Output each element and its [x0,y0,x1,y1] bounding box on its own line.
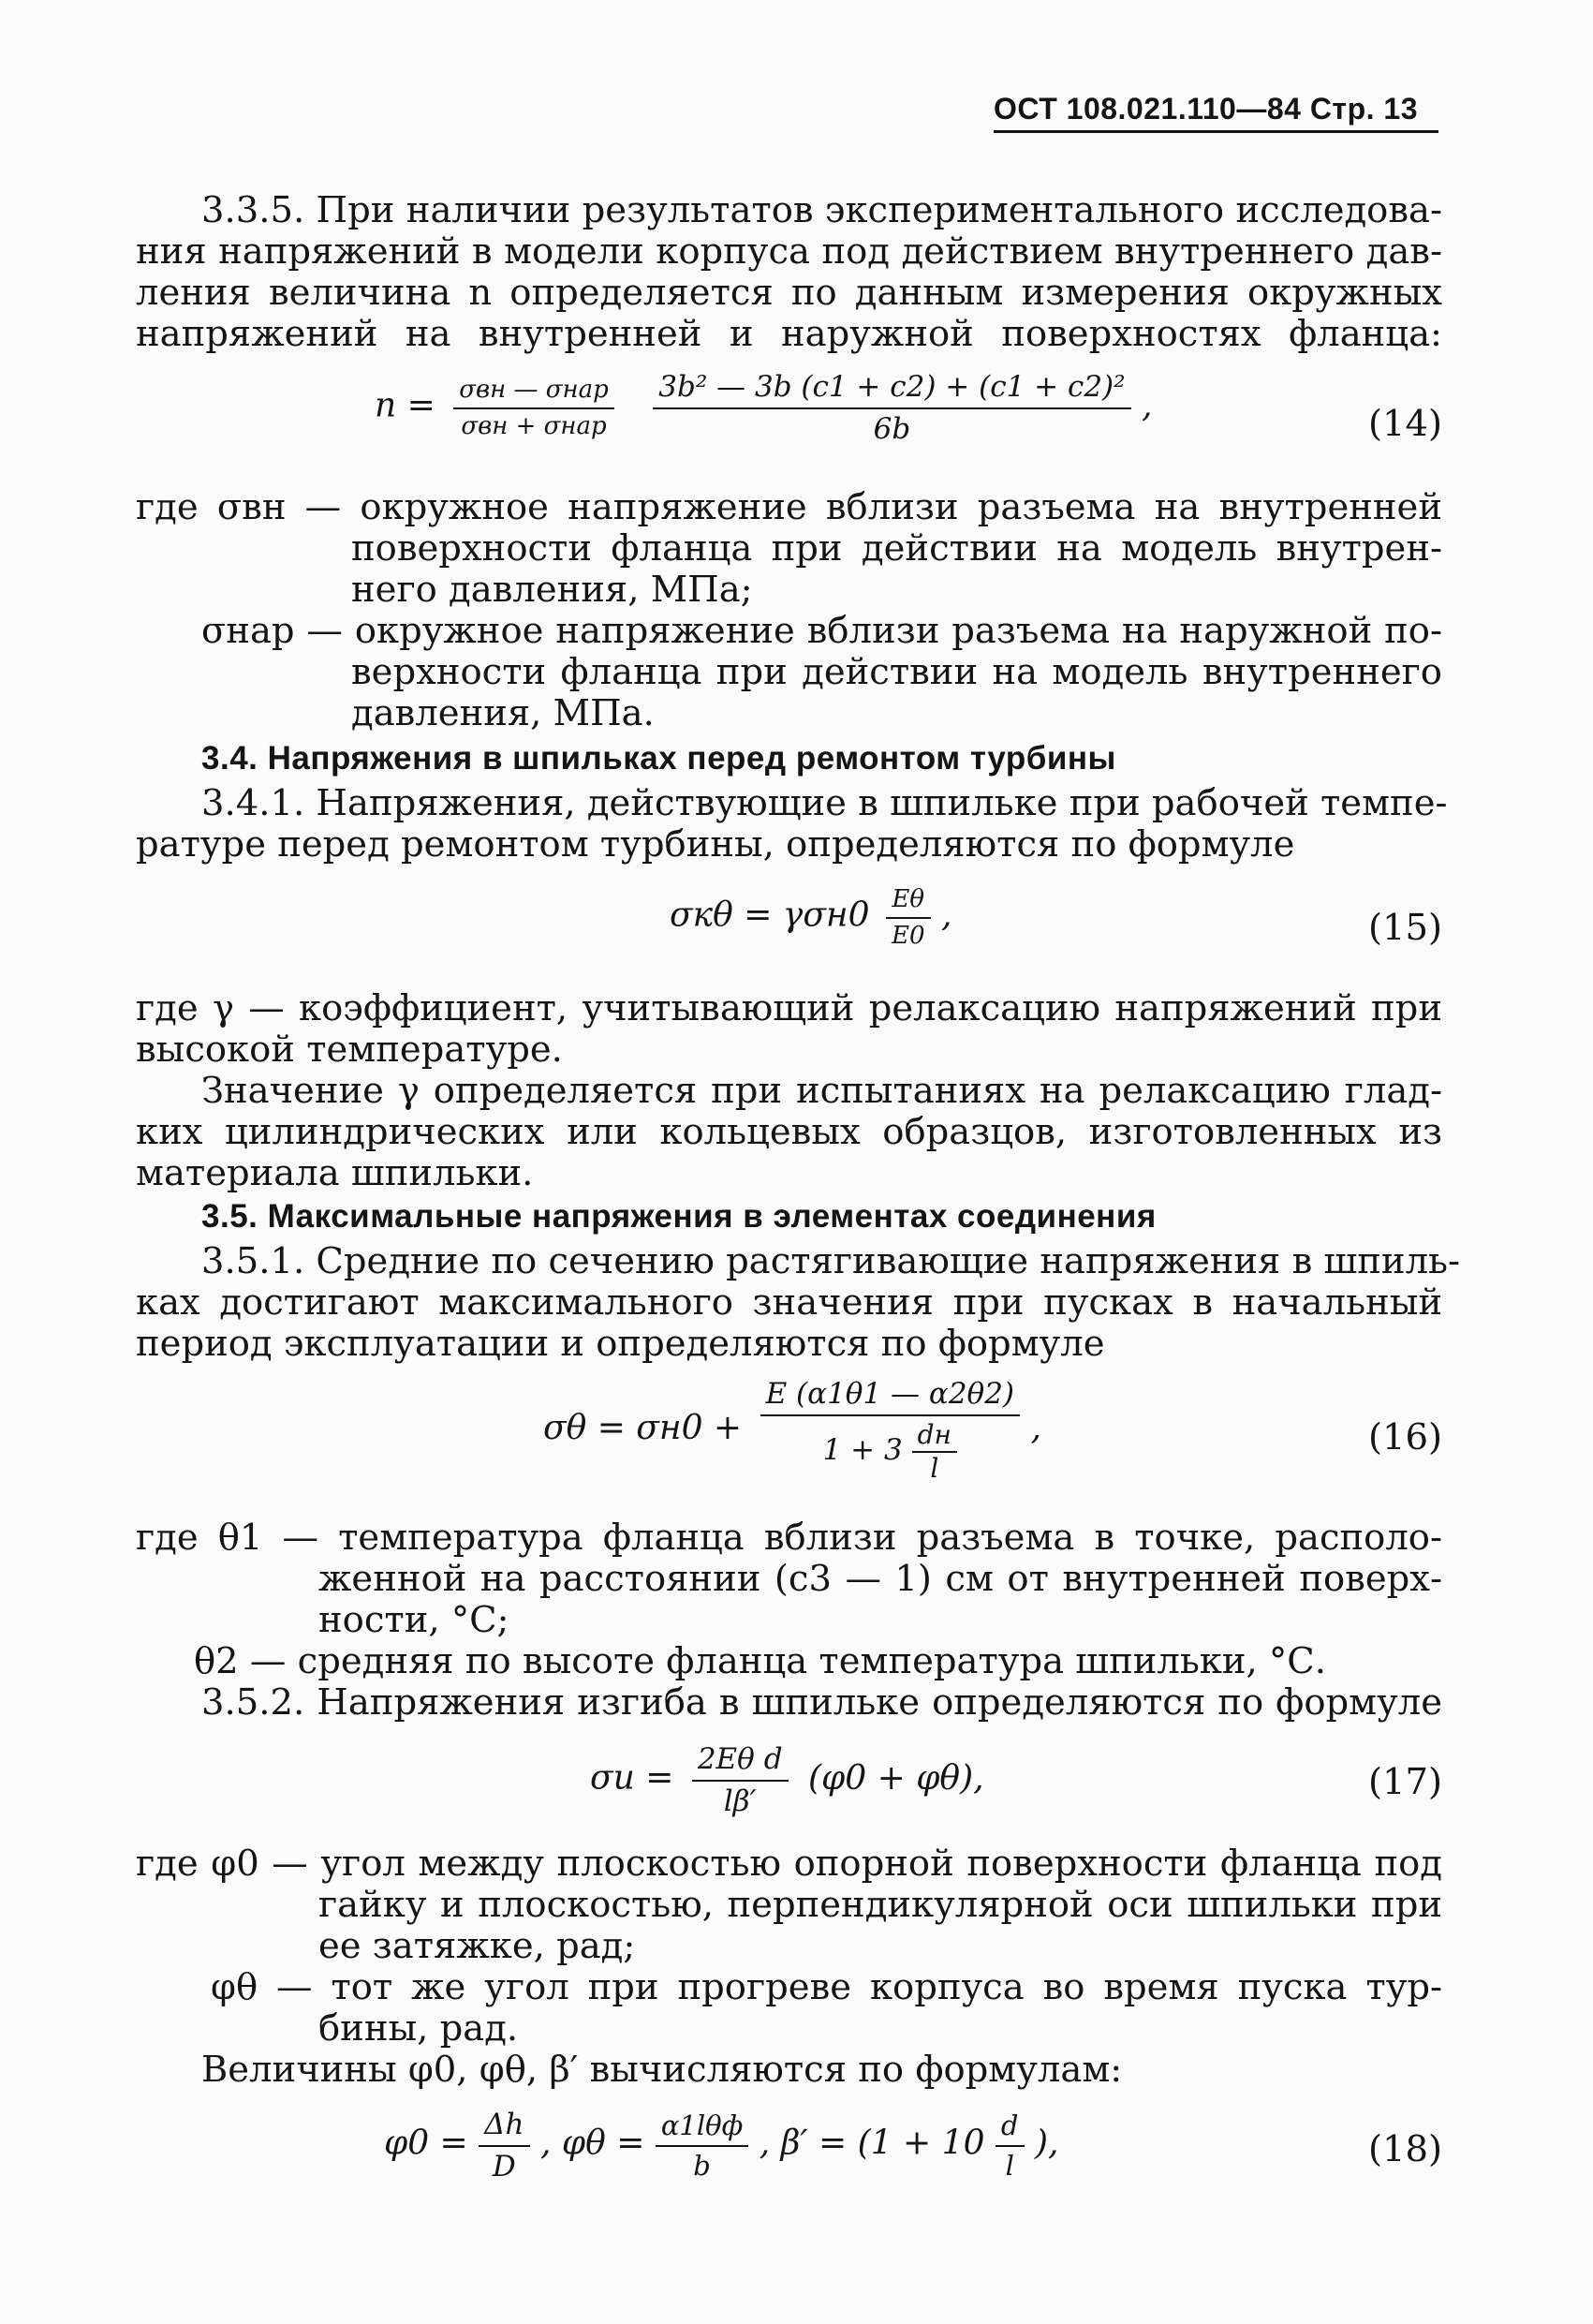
definition-line: ности, °С; [318,1599,509,1641]
fraction [996,2109,1025,2182]
fraction-numerator: Δh [479,2108,529,2147]
paragraph-line: 3.5.1. Средние по сечению растягивающие напряжения в шпиль- [201,1240,1461,1282]
paragraph-line: Величины φ0, φθ, β′ вычисляются по формулам: [201,2049,1123,2091]
definition-line: θ2 — средняя по высоте фланца температура шпильки, °С. [194,1640,1326,1682]
paragraph-line: 3.5.2. Напряжения изгиба в шпильке определяются по формуле [201,1681,1442,1724]
paragraph-line: ратуре перед ремонтом турбины, определяются по формуле [136,823,1295,866]
paragraph-line: напряжений на внутренней и наружной поверхностях фланца: [136,313,1442,355]
definition-line: φθ — тот же угол при прогреве корпуса во время пуска тур- [211,1966,1442,2008]
formula-tail: , [1142,386,1153,425]
fraction-denominator: D [492,2150,516,2183]
fraction [653,370,1130,446]
formula-tail: ), [1034,2124,1059,2163]
section-heading: 3.5. Максимальные напряжения в элементах соединения [201,1198,1157,1235]
formula-number: (18) [1367,2128,1442,2170]
formula-lhs: , β′ = (1 + 10 [759,2124,985,2163]
definition-line: гайку и плоскостью, перпендикулярной оси шпильки при [318,1884,1442,1926]
formula-15 [670,885,951,950]
fraction [656,2109,748,2182]
formula-tail: , [1030,1409,1041,1447]
fraction-numerator: E (α1θ1 — α2θ2) [760,1377,1020,1416]
paragraph-line: материала шпильки. [136,1152,534,1194]
fraction [692,1742,789,1818]
fraction-numerator: α1lθф [656,2109,748,2147]
definition-line: верхности фланца при действии на модель внутреннего [351,651,1442,693]
definition-line: высокой температуре. [136,1029,563,1071]
formula-lhs: , φθ = [539,2124,645,2163]
fraction-numerator: 3b² — 3b (c1 + c2) + (c1 + c2)² [653,370,1130,409]
fraction-denominator: E0 [891,922,925,950]
definition-line: него давления, МПа; [351,569,753,611]
paragraph-line: период эксплуатации и определяются по формуле [136,1323,1105,1365]
definition-line: где φ0 — угол между плоскостью опорной поверхности фланца под [136,1843,1442,1885]
definition-line: давления, МПа. [351,692,655,734]
paragraph-line: 3.3.5. При наличии результатов экспериментального исследова- [201,189,1442,231]
formula-tail: , [940,896,952,935]
formula-number: (17) [1367,1761,1442,1803]
definition-line: женной на расстоянии (с3 — 1) см от внутренней поверх- [318,1558,1442,1600]
definition-line: где γ — коэффициент, учитывающий релаксацию напряжений при [136,987,1442,1029]
section-heading: 3.4. Напряжения в шпильках перед ремонтом турбины [201,740,1116,777]
formula-lhs: σθ = σн0 + [543,1409,743,1447]
fraction-denominator: lβ′ [723,1784,757,1818]
paragraph-line: Значение γ определяется при испытаниях на релаксацию глад- [201,1070,1442,1112]
formula-number: (14) [1367,403,1442,445]
formula-number: (15) [1367,907,1442,949]
fraction-denominator: b [693,2150,711,2182]
definition-line: ее затяжке, рад; [318,1925,636,1967]
fraction-denominator: l [930,1453,939,1484]
formula-18 [384,2108,1058,2183]
formula-number: (16) [1367,1416,1442,1458]
definition-line: поверхности фланца при действии на модель внутрен- [351,527,1442,570]
paragraph-line: 3.4.1. Напряжения, действующие в шпильке при рабочей темпе- [201,782,1448,824]
formula-lhs: φ0 = [384,2124,468,2163]
inner-fraction [912,1419,957,1484]
formula-lhs: σкθ = γσн0 [670,896,870,935]
fraction-denominator: 6b [873,412,911,446]
fraction [453,376,614,440]
formula-lhs: n = [375,386,435,425]
fraction [760,1377,1020,1484]
fraction-denominator: l [1005,2150,1014,2182]
formula-14 [375,370,1153,446]
formula-tail: (φ0 + φθ), [808,1758,984,1798]
definition-line: σнар — окружное напряжение вблизи разъема на наружной по- [201,610,1442,652]
definition-line: где θ1 — температура фланца вблизи разъема в точке, располо- [136,1517,1442,1559]
fraction-numerator: 2Eθ d [692,1742,789,1782]
formula-17 [590,1742,984,1818]
paragraph-line: ния напряжений в модели корпуса под действием внутреннего дав- [136,230,1442,273]
fraction-numerator: σвн — σнар [453,376,614,409]
paragraph-line: ления величина n определяется по данным измерения окружных [136,272,1442,314]
formula-lhs: σи = [590,1758,674,1798]
definition-line: где σвн — окружное напряжение вблизи разъема на внутренней [136,486,1442,528]
definition-line: бины, рад. [318,2007,519,2050]
fraction-denominator: σвн + σнар [461,412,607,440]
paragraph-line: ких цилиндрических или кольцевых образцов, изготовленных из [136,1111,1442,1153]
fraction-numerator: dн [912,1419,957,1453]
fraction [479,2108,529,2183]
paragraph-line: ках достигают максимального значения при пусках в начальный [136,1281,1442,1324]
fraction-numerator: d [996,2109,1025,2147]
fraction-denominator [760,1416,1020,1484]
fraction [886,885,931,950]
page-header: ОСТ 108.021.110—84 Стр. 13 [994,92,1438,133]
formula-16 [543,1377,1041,1484]
denominator-lead: 1 + 3 [822,1433,903,1467]
fraction-numerator: Eθ [886,885,931,919]
